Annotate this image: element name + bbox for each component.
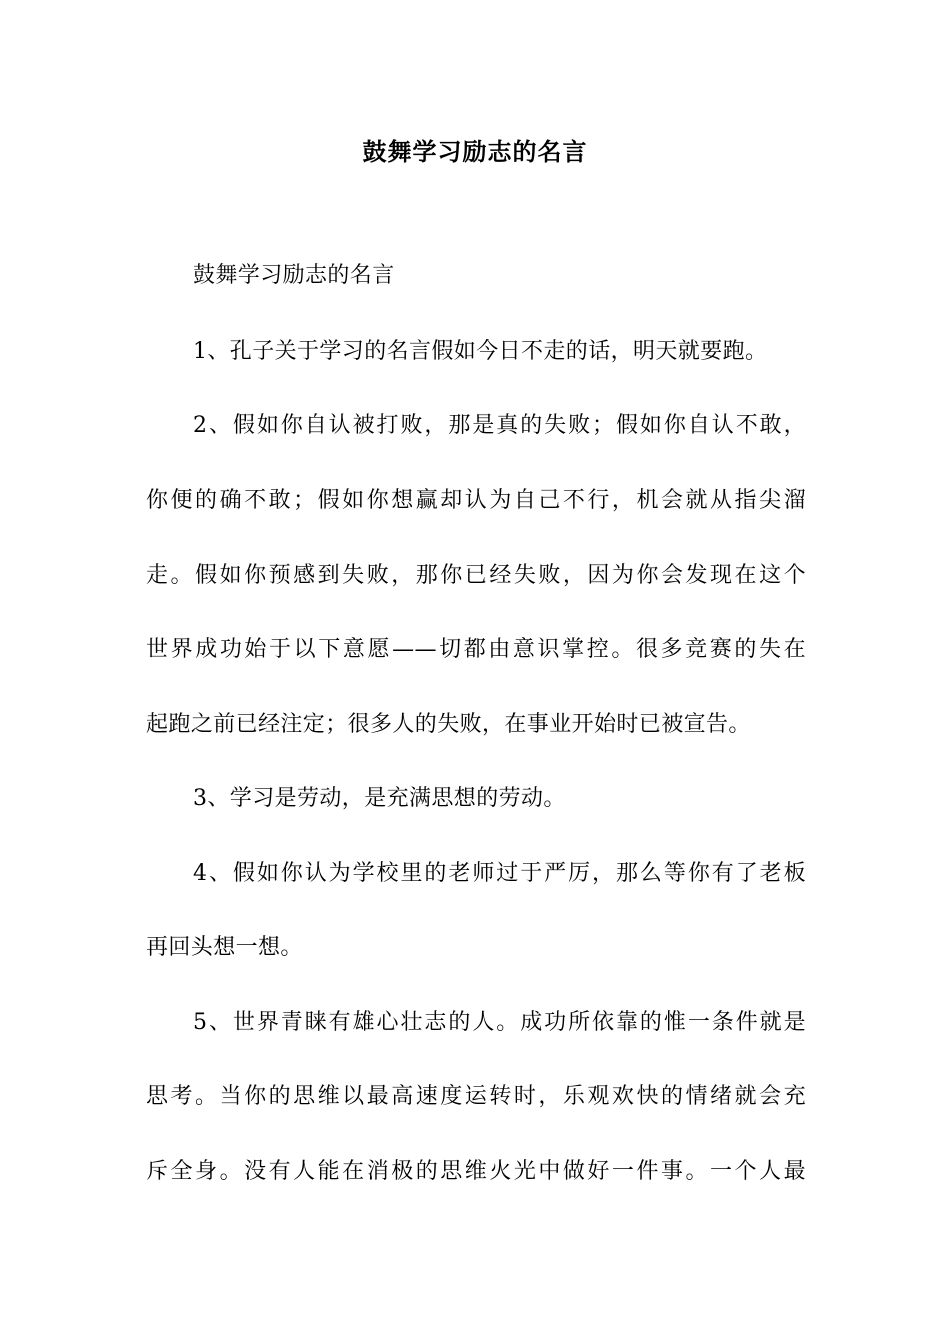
body-line-quote-5-cont-2: 斥全身。没有人能在消极的思维火光中做好一件事。一个人最 bbox=[146, 1159, 806, 1184]
body-line-quote-5-start: 5、世界青睐有雄心壮志的人。成功所依靠的惟一条件就是 bbox=[193, 1010, 806, 1035]
document-title: 鼓舞学习励志的名言 bbox=[362, 137, 588, 166]
body-line-quote-2-end: 起跑之前已经注定；很多人的失败，在事业开始时已被宣告。 bbox=[146, 712, 751, 737]
body-line-quote-2-cont-1: 你便的确不敢；假如你想赢却认为自己不行，机会就从指尖溜 bbox=[146, 488, 806, 513]
body-line-subtitle: 鼓舞学习励志的名言 bbox=[193, 263, 395, 288]
body-line-quote-1: 1、孔子关于学习的名言假如今日不走的话，明天就要跑。 bbox=[193, 339, 768, 364]
body-line-quote-2-cont-2: 走。假如你预感到失败，那你已经失败，因为你会发现在这个 bbox=[146, 563, 806, 588]
body-line-quote-2-start: 2、假如你自认被打败，那是真的失败；假如你自认不敢， bbox=[193, 413, 806, 438]
body-line-quote-2-cont-3: 世界成功始于以下意愿——切都由意识掌控。很多竞赛的失在 bbox=[146, 637, 806, 662]
body-line-quote-4-start: 4、假如你认为学校里的老师过于严厉，那么等你有了老板 bbox=[193, 861, 806, 886]
body-line-quote-4-end: 再回头想一想。 bbox=[146, 935, 303, 960]
body-line-quote-3: 3、学习是劳动，是充满思想的劳动。 bbox=[193, 786, 566, 811]
body-line-quote-5-cont-1: 思考。当你的思维以最高速度运转时，乐观欢快的情绪就会充 bbox=[146, 1084, 806, 1109]
